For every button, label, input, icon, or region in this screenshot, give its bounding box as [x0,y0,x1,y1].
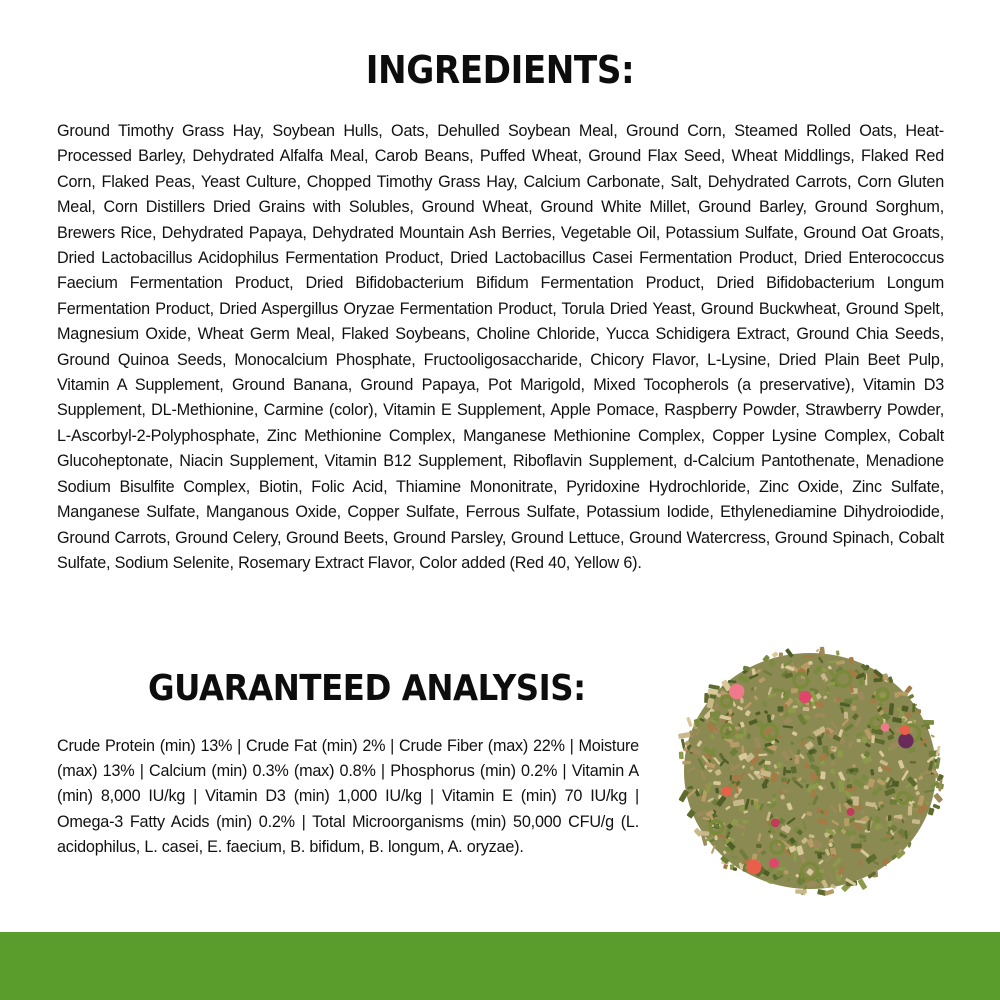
food-piece [908,805,913,815]
food-piece [756,844,762,849]
food-piece [935,757,940,769]
food-piece [838,780,844,792]
food-piece [856,739,860,743]
food-piece [836,650,840,655]
food-piece [871,735,875,743]
food-piece [846,784,852,789]
food-piece [730,775,732,781]
guaranteed-analysis-text: Crude Protein (min) 13% | Crude Fat (min) 2% | Crude Fiber (max) 22% | Moisture (max) 13% | Calcium (min) 0.3% (max) 0.8% | Phosphorus (min) 0.2% | Vitamin A (min) 8,000 IU/kg | Vitamin D3 (min) 1,000 IU/kg | Vitamin E (min) 70 IU/kg | Omega-3 Fatty Acids (min) 0.2% | Total Microorganisms (min) 50,000 CFU/g (L. acidophilus, L. casei, E. faecium, B. bifidum, B. longum, A. oryzae). [57,737,639,856]
food-piece [851,844,862,849]
food-piece [795,755,800,764]
food-piece [912,703,915,712]
food-piece [897,692,908,696]
food-berry [900,725,910,735]
food-piece [733,867,737,871]
food-piece [794,850,798,861]
food-piece [838,750,844,757]
food-piece [851,705,856,710]
food-piece [755,749,760,753]
food-piece [708,689,718,695]
food-piece [710,711,721,717]
food-piece [808,661,813,665]
food-berry [881,723,890,732]
food-piece [758,753,767,756]
food-berry [771,819,780,828]
food-piece [795,889,807,893]
food-piece [779,652,784,657]
food-piece [739,805,745,812]
food-piece [844,712,849,719]
ingredients-heading: INGREDIENTS: [365,48,635,92]
food-piece [930,734,935,738]
food-piece [820,771,826,779]
food-piece [844,818,850,826]
food-piece [682,761,691,765]
food-berry [746,859,761,874]
food-piece [686,717,692,727]
food-piece [762,701,766,707]
food-piece [791,777,796,782]
bottom-green-band [0,932,1000,1000]
food-piece [804,763,809,768]
food-piece [679,752,684,760]
food-piece [824,889,834,896]
food-piece [864,674,867,680]
food-piece [890,799,897,805]
food-piece [820,647,825,656]
guaranteed-analysis-heading: GUARANTEED ANALYSIS: [148,668,586,709]
food-piece [791,688,799,693]
food-piece [933,793,943,803]
food-berry [898,733,913,748]
food-piece [778,706,784,712]
food-piece [751,799,754,805]
food-piece [765,761,771,765]
food-pile-base [684,653,936,889]
food-berry [847,808,855,816]
food-piece [713,781,721,785]
food-piece [924,770,931,775]
food-piece [851,796,859,799]
food-piece [793,705,798,708]
food-piece [852,764,855,767]
food-piece [740,698,744,704]
food-piece [857,878,867,890]
food-piece [742,820,749,824]
food-berry [799,691,811,703]
food-piece [786,770,791,774]
food-piece [735,734,743,739]
food-piece [678,732,691,739]
food-piece [897,708,902,711]
food-piece [859,860,862,866]
food-piece [888,815,892,821]
food-piece [910,761,916,764]
food-piece [791,742,794,745]
food-piece [815,701,825,707]
food-pile-image [672,642,948,900]
food-berry [722,786,732,796]
food-piece [892,780,900,787]
food-berry [769,858,779,868]
food-piece [816,649,820,653]
food-berry [729,684,744,699]
ingredients-list: Ground Timothy Grass Hay, Soybean Hulls, Oats, Dehulled Soybean Meal, Ground Corn, Steamed Rolled Oats, Heat-Processed Barley, Dehydrated Alfalfa Meal, Carob Beans, Puffed Wheat, Ground Flax Seed, Wheat Middlings, Flaked Red Corn, Flaked Peas, Yeast Culture, Chopped Timothy Grass Hay, Calcium Carbonate, Salt, Dehydrated Carrots, Corn Gluten Meal, Corn Distillers Dried Grains with Solubles, Ground Wheat, Ground White Millet, Ground Barley, Ground Sorghum, Brewers Rice, Dehydrated Papaya, Dehydrated Mountain Ash Berries, Vegetable Oil, Potassium Sulfate, Ground Oat Groats, Dried Lactobacillus Acidophilus Fermentation Product, Dried Lactobacillus Casei Fermentation Product, Dried Enterococcus Faecium Fermentation Product, Dried Bifidobacterium Bifidum Fermentation Product, Dried Bifidobacterium Longum Fermentation Product, Dried Aspergillus Oryzae Fermentation Product, Torula Dried Yeast, Ground Buckwheat, Ground Spelt, Magnesium Oxide, Wheat Germ Meal, Flaked Soybeans, Choline Chloride, Yucca Schidigera Extract, Ground Chia Seeds, Ground Quinoa Seeds, Monocalcium Phosphate, Fructooligosaccharide, Chicory Flavor, L-Lysine, Dried Plain Beet Pulp, Vitamin A Supplement, Ground Banana, Ground Papaya, Pot Marigold, Mixed Tocopherols (a preservative), Vitamin D3 Supplement, DL-Methionine, Carmine (color), Vitamin E Supplement, Apple Pomace, Raspberry Powder, Strawberry Powder, L-Ascorbyl-2-Polyphosphate, Zinc Methionine Complex, Manganese Methionine Complex, Copper Lysine Complex, Cobalt Glucoheptonate, Niacin Supplement, Vitamin B12 Supplement, Riboflavin Supplement, d-Calcium Pantothenate, Menadione Sodium Bisulfite Complex, Biotin, Folic Acid, Thiamine Mononitrate, Pyridoxine Hydrochloride, Zinc Oxide, Zinc Sulfate, Manganese Sulfate, Manganous Oxide, Copper Sulfate, Ferrous Sulfate, Potassium Iodide, Ethylenediamine Dihydroiodide, Ground Carrots, Ground Celery, Ground Beets, Ground Parsley, Ground Lettuce, Ground Watercress, Ground Spinach, Cobalt Sulfate, Sodium Selenite, Rosemary Extract Flavor, Color added (Red 40, Yellow 6). [57,122,944,572]
food-piece [781,778,787,782]
food-piece [742,745,744,753]
food-piece [803,707,810,711]
food-piece [769,660,775,666]
food-piece [712,748,715,758]
